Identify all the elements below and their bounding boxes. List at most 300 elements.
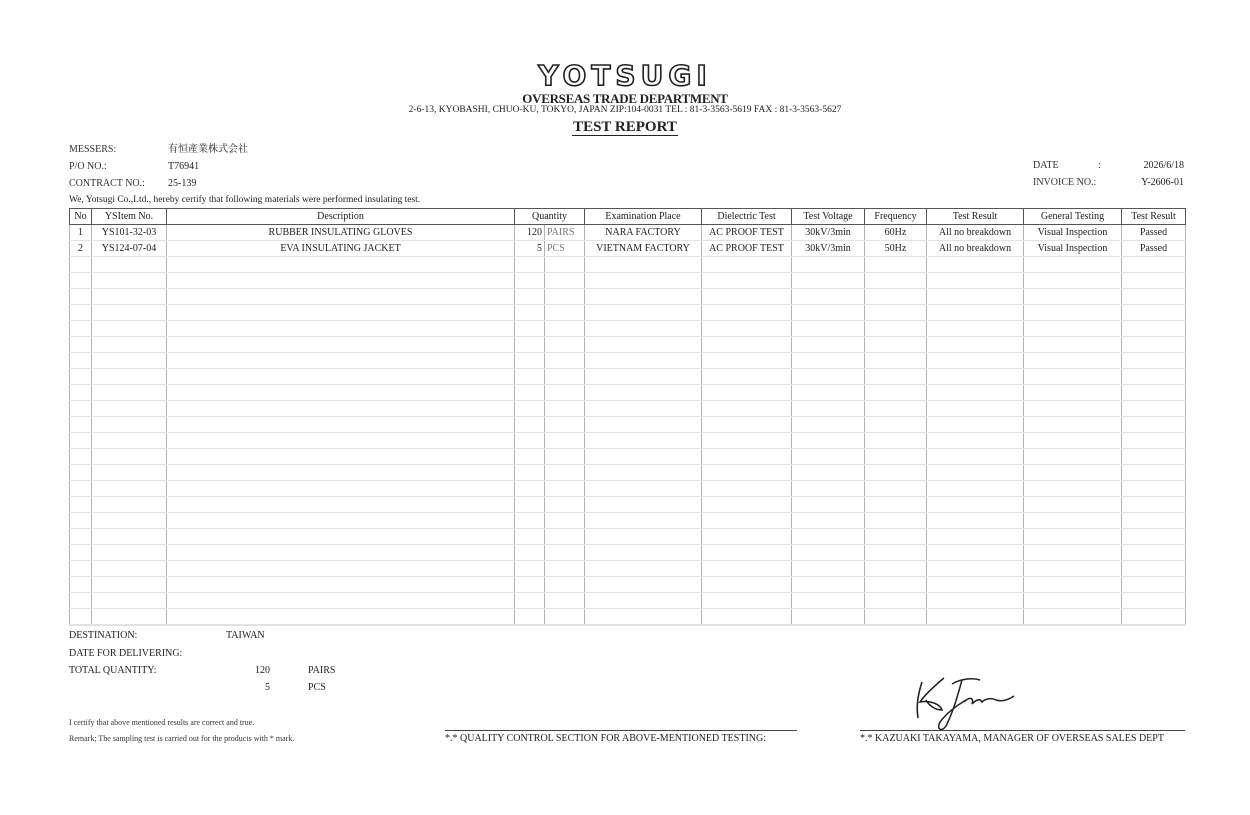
po-label: P/O NO.: [69,161,107,172]
cell-empty [1122,465,1186,481]
table-row-empty [70,481,1186,497]
cell-empty [167,417,515,433]
cell-empty [702,609,792,625]
cell-frequency: 50Hz [865,241,927,257]
date-value: 2026/6/18 [1143,160,1184,171]
cell-empty [792,593,865,609]
cell-empty [1122,305,1186,321]
cell-empty [70,625,92,626]
cell-empty [1024,321,1122,337]
cell-empty [865,481,927,497]
cell-empty [92,369,167,385]
cell-empty [1122,273,1186,289]
cell-empty [70,561,92,577]
cell-dielectric: AC PROOF TEST [702,225,792,241]
table-row-empty [70,337,1186,353]
cell-empty [92,529,167,545]
cell-empty [167,561,515,577]
cell-empty [545,481,585,497]
cell-empty [927,609,1024,625]
cell-empty [585,481,702,497]
cell-empty [1122,417,1186,433]
cell-empty [1122,257,1186,273]
cell-empty [70,481,92,497]
cell-empty [792,625,865,626]
cell-empty [865,497,927,513]
total-quantity-label: TOTAL QUANTITY: [69,665,157,676]
cell-empty [927,289,1024,305]
certify-note: I certify that above mentioned results are correct and true. [69,718,255,727]
cell-empty [927,561,1024,577]
cell-empty [927,625,1024,626]
cell-empty [1024,625,1122,626]
remark-note: Remark; The sampling test is carried out for the products with * mark. [69,734,295,743]
cell-empty [865,401,927,417]
cell-empty [545,257,585,273]
cell-empty [70,529,92,545]
cell-empty [92,545,167,561]
cell-empty [167,353,515,369]
table-row-empty [70,369,1186,385]
cell-empty [702,497,792,513]
cell-empty [70,353,92,369]
cell-empty [792,609,865,625]
cell-empty [515,561,545,577]
cell-empty [865,625,927,626]
cell-empty [515,593,545,609]
cell-empty [1024,257,1122,273]
cell-empty [70,609,92,625]
table-row-empty [70,305,1186,321]
cell-empty [167,593,515,609]
col-header-place: Examination Place [585,209,702,225]
table-row-empty [70,289,1186,305]
cell-empty [515,273,545,289]
cell-empty [545,465,585,481]
cell-empty [927,257,1024,273]
cell-empty [167,625,515,626]
cell-empty [585,497,702,513]
cell-empty [702,369,792,385]
cell-empty [1024,305,1122,321]
cell-empty [167,337,515,353]
cell-empty [585,625,702,626]
cell-empty [1122,385,1186,401]
cell-empty [167,369,515,385]
cell-empty [927,401,1024,417]
table-row-empty [70,545,1186,561]
table-header-row [70,209,1186,225]
cell-place: VIETNAM FACTORY [585,241,702,257]
cell-empty [92,577,167,593]
cell-empty [702,545,792,561]
cell-empty [865,289,927,305]
cell-empty [927,577,1024,593]
cell-empty [865,545,927,561]
cell-empty [1122,289,1186,305]
cell-empty [702,513,792,529]
cell-empty [92,465,167,481]
cell-voltage: 30kV/3min [792,225,865,241]
cell-empty [927,369,1024,385]
cell-empty [1122,401,1186,417]
cell-empty [792,529,865,545]
col-header-result2: Test Result [1122,209,1186,225]
cell-unit: PAIRS [545,225,585,241]
cell-empty [92,417,167,433]
cell-empty [167,497,515,513]
cell-empty [927,273,1024,289]
cell-empty [515,465,545,481]
table-row-empty [70,385,1186,401]
cell-empty [792,337,865,353]
total-unit-2: PCS [308,682,326,693]
cell-empty [1122,593,1186,609]
cell-empty [1024,337,1122,353]
cell-empty [1024,497,1122,513]
table-row-empty [70,513,1186,529]
cell-empty [585,305,702,321]
table-row-empty [70,625,1186,626]
cell-empty [1024,609,1122,625]
cell-empty [927,353,1024,369]
cell-empty [1024,417,1122,433]
cell-empty [792,417,865,433]
cell-empty [70,577,92,593]
cell-empty [792,449,865,465]
cell-empty [792,289,865,305]
cell-empty [702,401,792,417]
cell-empty [792,577,865,593]
cell-empty [92,433,167,449]
cell-empty [585,545,702,561]
table-body [70,225,1186,626]
cell-empty [545,273,585,289]
cell-empty [92,561,167,577]
cell-empty [1122,321,1186,337]
cell-empty [167,321,515,337]
cell-empty [70,257,92,273]
cell-empty [1024,529,1122,545]
cell-empty [865,385,927,401]
cell-empty [545,417,585,433]
cell-empty [702,289,792,305]
cell-empty [92,305,167,321]
invoice-value: Y-2606-01 [1141,177,1184,188]
cell-empty [167,289,515,305]
cell-empty [865,529,927,545]
contract-label: CONTRACT NO.: [69,178,145,189]
cell-empty [865,449,927,465]
cell-empty [585,273,702,289]
cell-empty [865,337,927,353]
cell-empty [1122,337,1186,353]
cell-empty [167,385,515,401]
cell-empty [545,433,585,449]
cell-empty [545,401,585,417]
cell-empty [702,353,792,369]
cell-empty [92,273,167,289]
cell-empty [167,433,515,449]
cell-empty [792,497,865,513]
cell-empty [585,353,702,369]
cell-empty [167,401,515,417]
cell-empty [70,321,92,337]
cell-empty [545,353,585,369]
cell-empty [167,609,515,625]
cell-empty [585,561,702,577]
table-row [70,225,1186,241]
cell-empty [702,577,792,593]
cell-empty [702,257,792,273]
cell-empty [865,433,927,449]
cell-empty [167,529,515,545]
cell-empty [1122,369,1186,385]
cell-empty [70,465,92,481]
cell-empty [792,465,865,481]
cell-empty [792,433,865,449]
cell-empty [1024,481,1122,497]
cell-empty [927,305,1024,321]
cell-empty [515,305,545,321]
cell-no: 2 [70,241,92,257]
cell-empty [792,401,865,417]
table-row-empty [70,577,1186,593]
cell-empty [70,369,92,385]
destination-label: DESTINATION: [69,630,138,641]
manager-signature-line: *.* KAZUAKI TAKAYAMA, MANAGER OF OVERSEAS SALES DEPT [860,730,1185,745]
cell-empty [927,545,1024,561]
cell-empty [92,337,167,353]
cell-empty [515,529,545,545]
cell-empty [167,465,515,481]
cell-empty [1122,481,1186,497]
cell-voltage: 30kV/3min [792,241,865,257]
cell-empty [702,561,792,577]
cell-empty [92,593,167,609]
col-header-item: YSItem No. [92,209,167,225]
document-title [0,118,1250,136]
cell-empty [167,481,515,497]
cell-empty [515,289,545,305]
table-row-empty [70,593,1186,609]
po-value: T76941 [168,161,200,172]
destination-value: TAIWAN [226,630,265,641]
cell-empty [702,625,792,626]
company-address: 2-6-13, KYOBASHI, CHUO-KU, TOKYO, JAPAN ZIP:104-0031 TEL : 81-3-3563-5619 FAX : 81-3-3563-5627 [408,105,842,115]
cell-empty [865,321,927,337]
cell-empty [92,321,167,337]
cell-empty [545,449,585,465]
cell-empty [702,529,792,545]
cell-empty [927,529,1024,545]
cell-empty [515,625,545,626]
cell-empty [1024,401,1122,417]
cell-empty [92,257,167,273]
cell-empty [545,577,585,593]
cell-empty [702,417,792,433]
cell-result2: Passed [1122,225,1186,241]
cell-empty [702,273,792,289]
cell-empty [1024,545,1122,561]
cell-empty [1024,577,1122,593]
cell-empty [70,417,92,433]
cell-empty [1024,449,1122,465]
total-unit-1: PAIRS [308,665,336,676]
cell-empty [1024,289,1122,305]
total-qty-2: 5 [265,682,270,693]
cell-empty [792,257,865,273]
cell-empty [545,321,585,337]
cell-general: Visual Inspection [1024,225,1122,241]
cell-empty [70,449,92,465]
cell-empty [792,561,865,577]
document-title-text: TEST REPORT [573,119,677,135]
cell-empty [585,465,702,481]
cell-empty [545,369,585,385]
cell-empty [1122,529,1186,545]
cell-item: YS101-32-03 [92,225,167,241]
cell-empty [585,289,702,305]
cell-empty [585,433,702,449]
table-row-empty [70,449,1186,465]
cell-empty [545,289,585,305]
cell-empty [865,369,927,385]
cell-empty [702,481,792,497]
total-qty-1: 120 [255,665,270,676]
cell-empty [545,513,585,529]
cell-empty [92,353,167,369]
cell-empty [865,593,927,609]
cell-empty [927,417,1024,433]
cell-empty [792,305,865,321]
cell-empty [1024,513,1122,529]
cell-empty [92,513,167,529]
cell-empty [167,449,515,465]
cell-item: YS124-07-04 [92,241,167,257]
cell-empty [1024,433,1122,449]
cell-empty [70,337,92,353]
cell-empty [585,337,702,353]
cell-empty [865,561,927,577]
cell-result: All no breakdown [927,225,1024,241]
cell-empty [1024,369,1122,385]
cell-empty [585,385,702,401]
qc-section-line: *.* QUALITY CONTROL SECTION FOR ABOVE-MENTIONED TESTING: [445,730,797,745]
cell-empty [702,385,792,401]
col-header-voltage: Test Voltage [792,209,865,225]
table-row-empty [70,609,1186,625]
cell-empty [865,577,927,593]
cell-empty [92,497,167,513]
cell-empty [702,433,792,449]
cell-empty [167,513,515,529]
cell-empty [927,465,1024,481]
cell-empty [585,401,702,417]
table-row [70,241,1186,257]
table-row-empty [70,321,1186,337]
cell-empty [1122,577,1186,593]
cell-empty [927,593,1024,609]
cell-empty [515,481,545,497]
cell-empty [545,337,585,353]
certify-statement: We, Yotsugi Co.,Ltd., hereby certify that following materials were performed insulating test. [69,195,421,205]
table-row-empty [70,353,1186,369]
cell-empty [515,513,545,529]
col-header-frequency: Frequency [865,209,927,225]
cell-general: Visual Inspection [1024,241,1122,257]
cell-place: NARA FACTORY [585,225,702,241]
cell-empty [545,529,585,545]
cell-empty [1122,609,1186,625]
cell-empty [92,481,167,497]
cell-empty [1024,465,1122,481]
cell-empty [70,545,92,561]
cell-empty [792,481,865,497]
cell-empty [545,305,585,321]
cell-empty [92,625,167,626]
cell-empty [1122,449,1186,465]
table-row-empty [70,497,1186,513]
cell-qty: 120 [515,225,545,241]
cell-empty [545,593,585,609]
cell-empty [1024,561,1122,577]
cell-empty [865,305,927,321]
cell-empty [585,609,702,625]
cell-empty [167,273,515,289]
cell-empty [702,321,792,337]
cell-empty [515,497,545,513]
cell-empty [1122,433,1186,449]
cell-empty [792,513,865,529]
col-header-dielectric: Dielectric Test [702,209,792,225]
cell-empty [70,593,92,609]
messers-value: 有恒產業株式会社 [168,144,248,155]
cell-empty [70,273,92,289]
cell-empty [92,289,167,305]
cell-empty [865,465,927,481]
cell-empty [927,337,1024,353]
cell-empty [702,449,792,465]
test-report-table [69,208,1186,626]
cell-empty [927,481,1024,497]
cell-empty [70,433,92,449]
cell-empty [1122,353,1186,369]
cell-empty [702,593,792,609]
cell-empty [1122,561,1186,577]
cell-empty [515,417,545,433]
cell-empty [1024,593,1122,609]
invoice-label: INVOICE NO.: [1033,177,1097,188]
cell-empty [792,369,865,385]
cell-empty [92,401,167,417]
cell-empty [1122,625,1186,626]
col-header-result: Test Result [927,209,1024,225]
cell-empty [585,529,702,545]
cell-empty [1024,385,1122,401]
cell-empty [92,449,167,465]
cell-result2: Passed [1122,241,1186,257]
cell-empty [515,385,545,401]
cell-empty [515,577,545,593]
table-row-empty [70,257,1186,273]
cell-empty [70,497,92,513]
cell-empty [927,385,1024,401]
cell-no: 1 [70,225,92,241]
cell-empty [865,257,927,273]
cell-empty [515,337,545,353]
cell-empty [545,545,585,561]
